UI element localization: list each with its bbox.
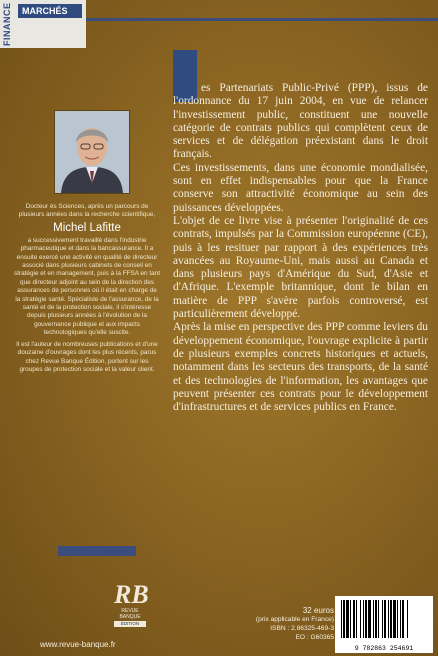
publisher-logo	[114, 580, 149, 627]
barcode	[335, 596, 433, 653]
bio-publications: Il est l'auteur de nombreuses publications et d'une douzaine d'ouvrages dont les plus récents, parus chez Revue Banque Édition, portent sur les groupes de protection sociale et la valeur client.	[16, 340, 158, 373]
collection-label: MARCHÉS	[18, 4, 82, 18]
bio-career: a successivement travaillé dans l'industrie pharmaceutique et dans la bancassurance. Il a ensuite exercé une activité en qualité de directeur associé dans plusieurs cabinets de conseil en stratégie et en management, puis à la FFSA en tant que directeur adjoint au sein de la direction des assurances de personnes où il était en charge de la stratégie santé. Spécialiste de l'assurance, de la santé et de la protection sociale, il s'intéresse depuis plusieurs années à l'évolution de la gouvernance publique et aux impacts technologiques qu'elle suscite.	[14, 236, 161, 337]
logo-mark: RB	[114, 580, 149, 609]
isbn: ISBN : 2.86325-469-3	[270, 625, 334, 632]
series-label: FINANCE	[2, 2, 12, 46]
summary-paragraph-2: Ces investissements, dans une économie mondialisée, sont en effet indispensables pour que la France conserve son attractivité économique au sein des puissances développées.	[173, 161, 428, 214]
logo-line-banque: BANQUE	[119, 614, 141, 620]
summary-paragraph-1: es Partenariats Public-Privé (PPP), issus de l'ordonnance du 17 juin 2004, en vue de relancer l'investissement public, constituent une nouvelle catégorie de contrats publics qui complètent ceux de services et de délégation préexistant dans le droit français.	[173, 82, 428, 161]
author-name: Michel Lafitte	[53, 221, 121, 234]
left-decorative-bar	[58, 546, 136, 556]
logo-line-revue: REVUE	[121, 608, 139, 614]
bio-intro: Docteur ès Sciences, après un parcours de plusieurs années dans la recherche scientifique,	[18, 203, 156, 219]
eo-code: EO : G60365	[295, 634, 334, 641]
summary-paragraph-3: L'objet de ce livre vise à présenter l'originalité de ces contrats, impulsés par la Commission européenne (CE), puis à les resituer par rapport à des expériences très avancées au Royaume-Uni, mais aussi au Canada et dans plusieurs pays d'Amérique du Sud, d'Asie et d'Afrique. L'exemple britannique, dont le bilan en matière de PPP s'avère parfois controversé, est particulièrement développé.	[173, 214, 428, 321]
price-amount: 32 euros	[302, 606, 334, 615]
price-block	[238, 606, 334, 642]
book-summary	[173, 82, 428, 414]
series-corner-badge	[0, 0, 86, 48]
logo-line-edition: ÉDITION	[114, 621, 146, 627]
author-biography	[14, 203, 160, 374]
author-photo	[54, 110, 130, 194]
publisher-website[interactable]: www.revue-banque.fr	[40, 640, 116, 649]
summary-paragraph-4: Après la mise en perspective des PPP comme leviers du développement économique, l'ouvrage explicite à partir de plusieurs exemples concrets historiques et actuels, notamment dans les secteurs des transports, de la santé et des technologies de l'information, les avantages que peuvent présenter ces contrats pour le développement d'infrastructures et de services publics en France.	[173, 321, 428, 414]
barcode-number: 9 782863 254691	[354, 645, 414, 652]
top-decorative-bar	[86, 18, 438, 21]
barcode-bars	[335, 596, 433, 642]
price-note: (prix applicable en France)	[255, 616, 334, 623]
